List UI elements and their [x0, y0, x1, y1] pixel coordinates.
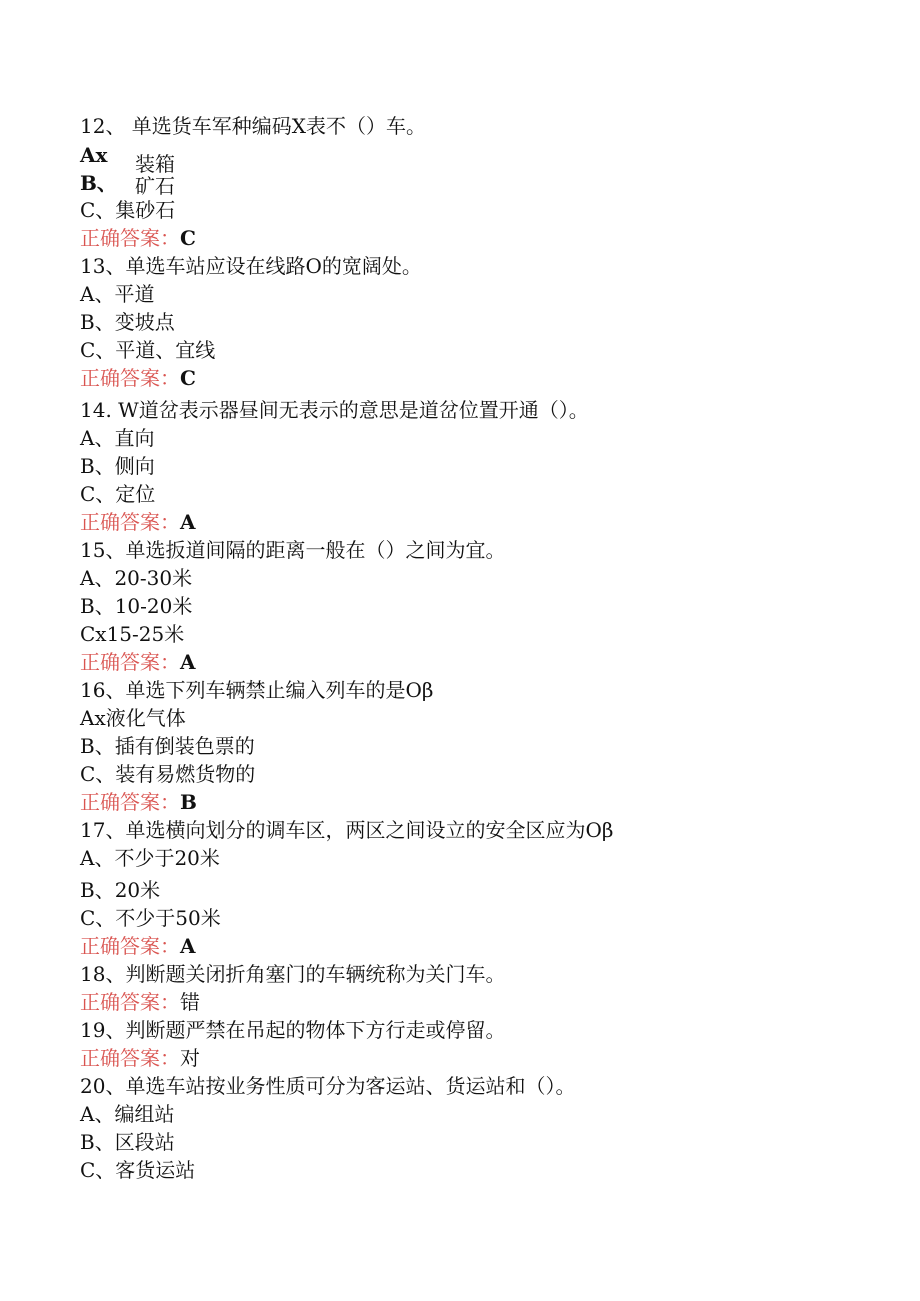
q12-answer	[80, 224, 196, 252]
question-13: 13、单选车站应设在线路O的宽阔处。	[80, 254, 422, 278]
answer-value: A	[180, 650, 196, 674]
answer-label: 正确答案：	[80, 1046, 180, 1070]
q15-option-c: Cx15-25米	[80, 622, 185, 646]
answer-value: A	[180, 510, 196, 534]
answer-label: 正确答案：	[80, 366, 180, 390]
answer-value: 错	[180, 990, 200, 1014]
answer-label: 正确答案：	[80, 990, 180, 1014]
q13-option-b: B、变坡点	[80, 310, 175, 334]
question-16: 16、单选下列车辆禁止编入列车的是Oβ	[80, 678, 434, 702]
q14-option-a: A、直向	[80, 426, 155, 450]
answer-value: C	[180, 366, 196, 390]
q19-answer	[80, 1044, 200, 1072]
question-20: 20、单选车站按业务性质可分为客运站、货运站和（）。	[80, 1074, 576, 1098]
q15-option-b: B、10-20米	[80, 594, 193, 618]
question-15: 15、单选扳道间隔的距离一般在（）之间为宜。	[80, 538, 506, 562]
answer-value: A	[180, 934, 196, 958]
answer-label: 正确答案：	[80, 790, 180, 814]
answer-value: 对	[180, 1046, 200, 1070]
q12-option-c: C、集砂石	[80, 198, 176, 222]
q14-option-b: B、侧向	[80, 454, 155, 478]
q15-option-a: A、20-30米	[80, 566, 193, 590]
q16-answer	[80, 788, 197, 816]
answer-value: C	[180, 226, 196, 250]
answer-label: 正确答案：	[80, 510, 180, 534]
q14-answer	[80, 508, 196, 536]
q20-option-b: B、区段站	[80, 1130, 175, 1154]
q13-option-a: A、平道	[80, 282, 155, 306]
q17-option-a: A、不少于20米	[80, 846, 220, 870]
question-12: 12、 单选货车军种编码X表不（）车。	[80, 114, 427, 138]
q12-option-a: Ax	[80, 143, 108, 167]
question-14: 14. W道岔表示器昼间无表示的意思是道岔位置开通（）。	[80, 398, 589, 422]
q16-option-c: C、装有易燃货物的	[80, 762, 256, 786]
answer-label: 正确答案：	[80, 226, 180, 250]
q16-option-a: Ax液化气体	[80, 706, 186, 730]
q17-option-c: C、不少于50米	[80, 906, 221, 930]
q20-option-a: A、编组站	[80, 1102, 175, 1126]
q14-option-c: C、定位	[80, 482, 156, 506]
answer-label: 正确答案：	[80, 650, 180, 674]
q12-option-a-text: 装箱	[135, 152, 175, 176]
answer-label: 正确答案：	[80, 934, 180, 958]
q13-option-c: C、平道、宜线	[80, 338, 216, 362]
q12-option-b: B、	[80, 171, 117, 195]
question-19: 19、判断题严禁在吊起的物体下方行走或停留。	[80, 1018, 506, 1042]
q13-answer	[80, 364, 196, 392]
answer-value: B	[180, 790, 197, 814]
question-18: 18、判断题关闭折角塞门的车辆统称为关门车。	[80, 962, 506, 986]
q12-option-b-text: 矿石	[135, 174, 175, 198]
q15-answer	[80, 648, 196, 676]
q18-answer	[80, 988, 200, 1016]
q16-option-b: B、插有倒装色票的	[80, 734, 255, 758]
question-17: 17、单选横向划分的调车区，两区之间设立的安全区应为Oβ	[80, 818, 614, 842]
q20-option-c: C、客货运站	[80, 1158, 196, 1182]
q17-option-b: B、20米	[80, 878, 161, 902]
q17-answer	[80, 932, 196, 960]
